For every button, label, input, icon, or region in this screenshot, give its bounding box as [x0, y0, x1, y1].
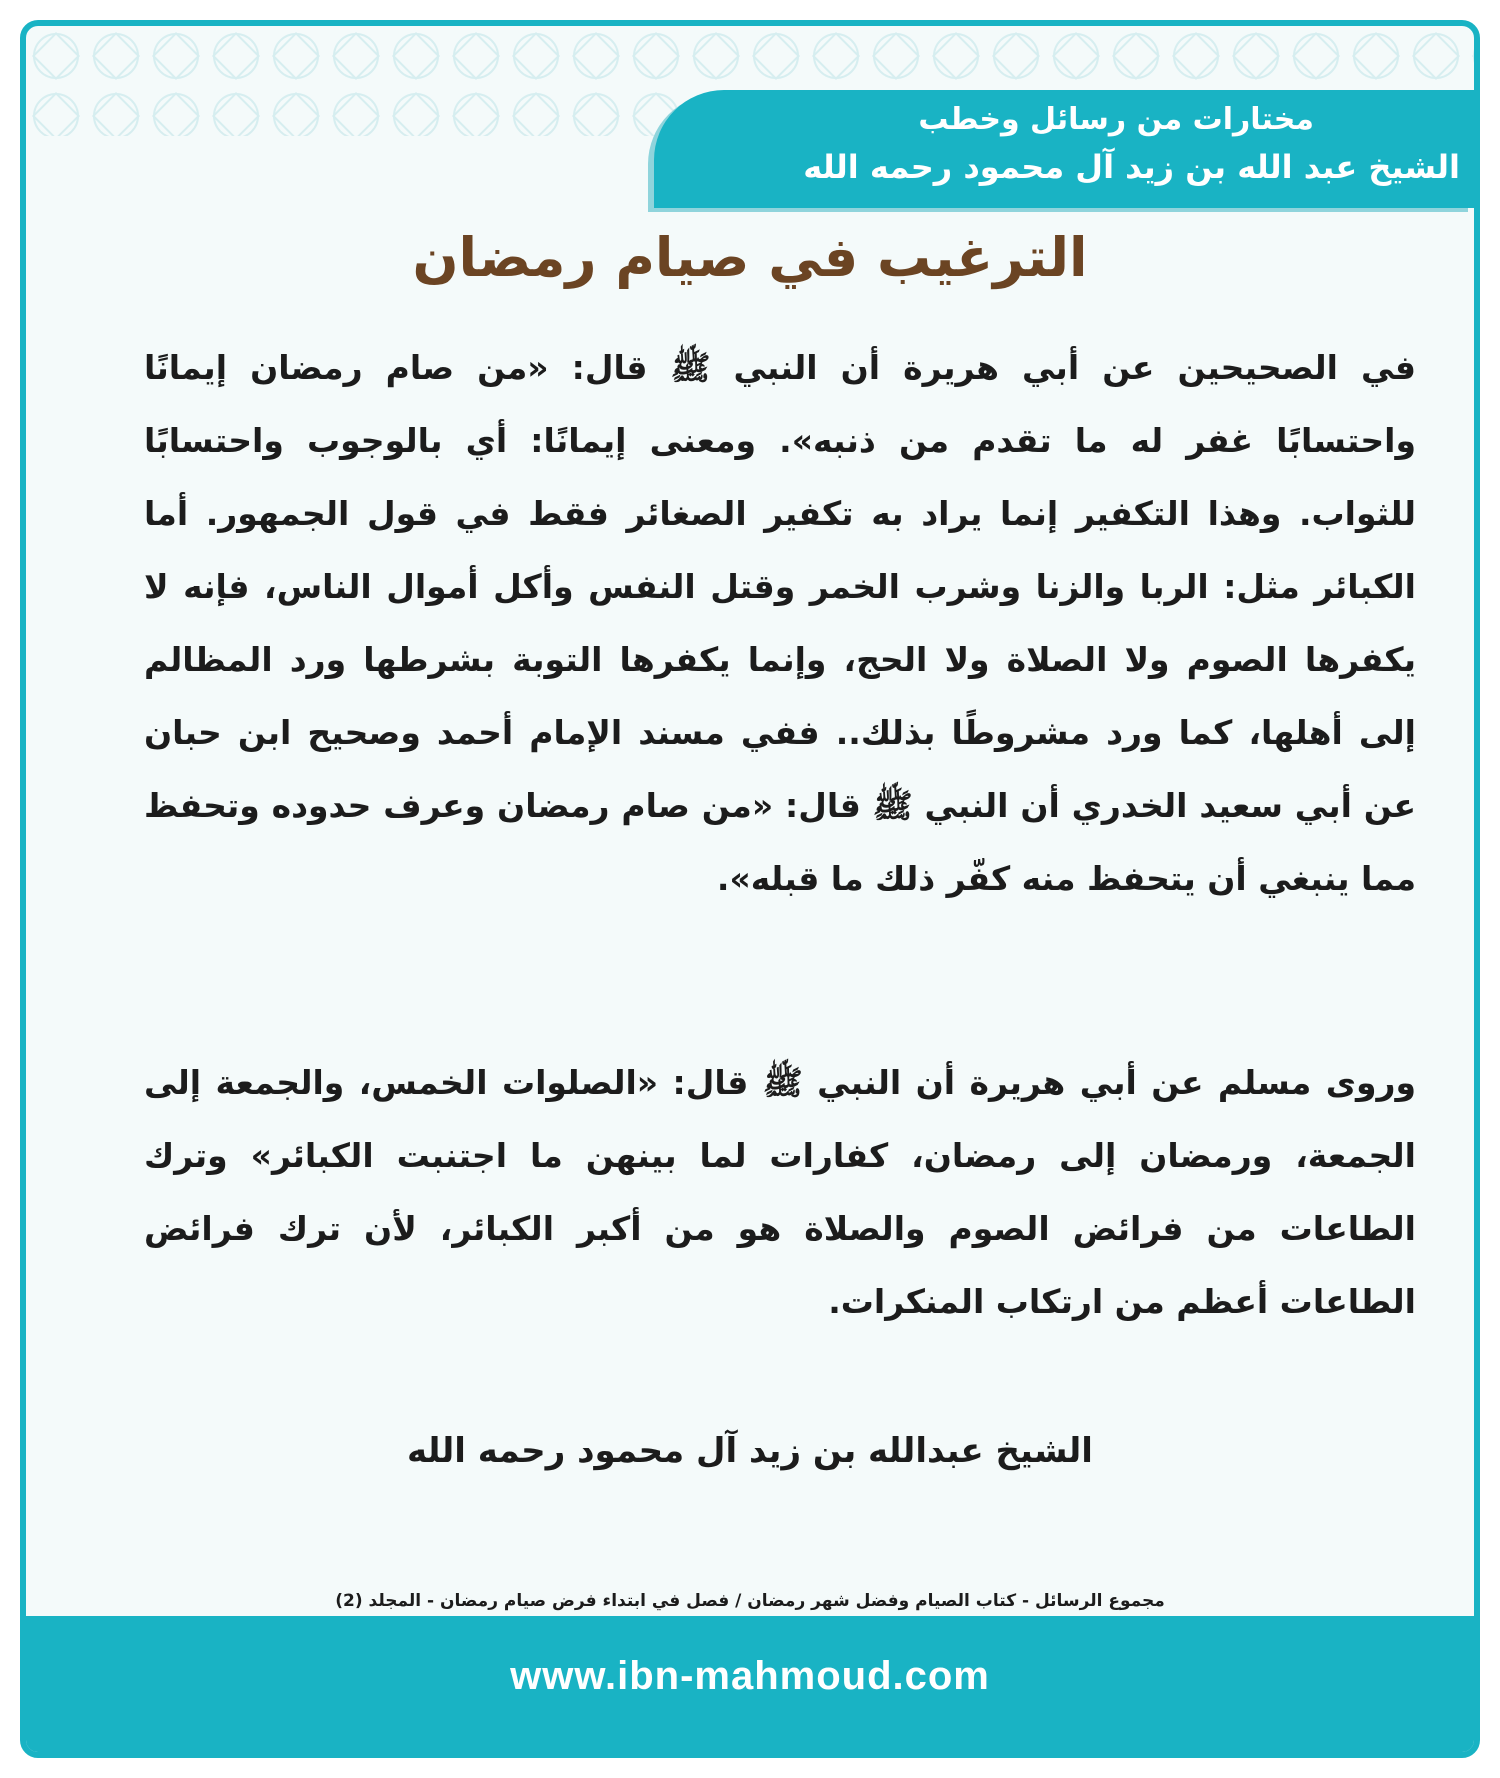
website-link[interactable]: www.ibn-mahmoud.com: [510, 1654, 990, 1698]
quote-card: [20, 20, 1480, 1758]
source-citation: مجموع الرسائل - كتاب الصيام وفضل شهر رمضان / فصل في ابتداء فرض صيام رمضان - المجلد (2): [335, 1591, 1165, 1611]
page-title: الترغيب في صيام رمضان: [412, 226, 1088, 289]
paragraph-1: في الصحيحين عن أبي هريرة أن النبي ﷺ قال: «من صام رمضان إيمانًا واحتسابًا غفر له ما تقدم من ذنبه». ومعنى إيمانًا: أي بالوجوب واحتسابًا للثواب. وهذا التكفير إنما يراد به تكفير الصغائر فقط في قول الجمهور. أما الكبائر مثل: الربا والزنا وشرب الخمر وقتل النفس وأكل أموال الناس، فإنه لا يكفرها الصوم ولا الصلاة ولا الحج، وإنما يكفرها التوبة بشرطها ورد المظالم إلى أهلها، كما ورد مشروطًا بذلك.. ففي مسند الإمام أحمد وصحيح ابن حبان عن أبي سعيد الخدري أن النبي ﷺ قال: «من صام رمضان وعرف حدوده وتحفظ مما ينبغي أن يتحفظ منه كفّر ذلك ما قبله».: [144, 348, 1416, 898]
header-banner: [654, 90, 1474, 208]
paragraph-2: وروى مسلم عن أبي هريرة أن النبي ﷺ قال: «الصلوات الخمس، والجمعة إلى الجمعة، ورمضان إلى رمضان، كفارات لما بينهن ما اجتنبت الكبائر» وترك الطاعات من فرائض الصوم والصلاة هو من أكبر الكبائر، لأن ترك فرائض الطاعات أعظم من ارتكاب المنكرات.: [144, 1063, 1416, 1321]
header-author: الشيخ عبد الله بن زيد آل محمود رحمه الله: [803, 148, 1460, 186]
author-signature: الشيخ عبدالله بن زيد آل محمود رحمه الله: [407, 1431, 1093, 1471]
footer-bar: [26, 1616, 1474, 1752]
header-subtitle: مختارات من رسائل وخطب: [918, 102, 1314, 137]
